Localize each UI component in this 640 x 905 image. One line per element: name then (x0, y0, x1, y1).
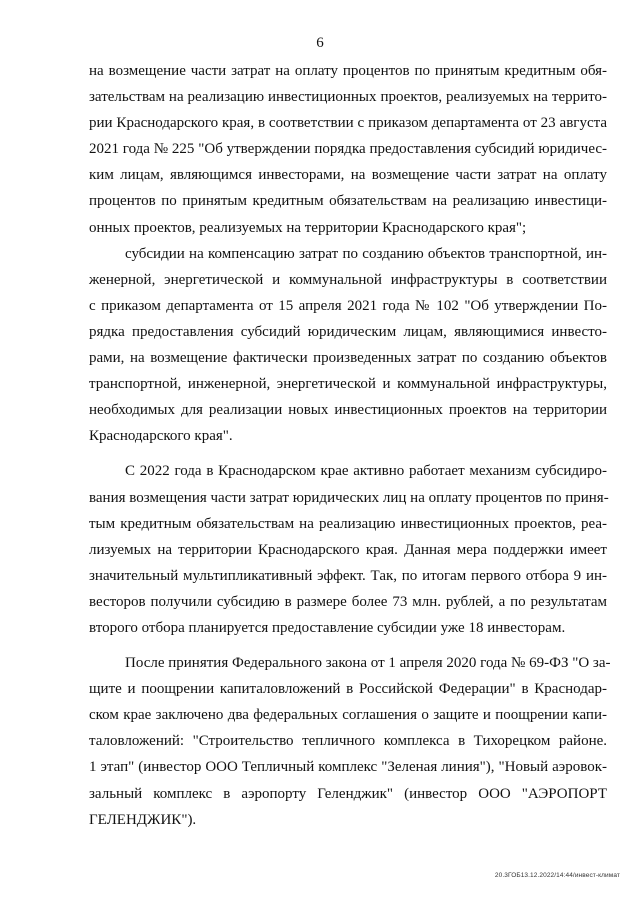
text-line: 1 этап" (инвестор ООО Тепличный комплекс "Зеленая линия"), "Новый аэровок- (89, 759, 607, 776)
text-line: на возмещение части затрат на оплату процентов по принятым кредитным обя- (89, 63, 607, 79)
text-line: С 2022 года в Краснодарском крае активно работает механизм субсидиро- (125, 463, 607, 480)
paragraph-2 (89, 241, 607, 450)
text-line: 2021 года № 225 "Об утверждении порядка предоставления субсидий юридичес- (89, 141, 607, 158)
document-footer-code: 20.3ГОБ13.12.2022/14:44/инвест-климат (494, 872, 620, 879)
text-line: женерной, энергетической и коммунальной инфраструктуры в соответствии (89, 271, 607, 288)
text-line: с приказом департамента от 15 апреля 2021 года № 102 "Об утверждении По- (89, 297, 607, 314)
text-line: лизуемых на территории Краснодарского края. Данная мера поддержки имеет (89, 541, 607, 558)
text-line: рами, на возмещение фактически произведенных затрат по созданию объектов (89, 350, 607, 367)
text-line: После принятия Федерального закона от 1 апреля 2020 года № 69-ФЗ "О за- (125, 655, 611, 672)
text-line: значительный мультипликативный эффект. Так, по итогам первого отбора 9 ин- (89, 567, 607, 584)
text-line: необходимых для реализации новых инвестиционных проектов на территории (89, 402, 607, 419)
text-line: процентов по принятым кредитным обязательствам на реализацию инвестици- (89, 193, 607, 210)
text-line: субсидии на компенсацию затрат по созданию объектов транспортной, ин- (125, 245, 607, 262)
text-line: Краснодарского края". (89, 428, 233, 445)
paragraph-3 (89, 458, 607, 641)
text-line: таловложений: "Строительство тепличного комплекса в Тихорецком районе. (89, 733, 607, 750)
text-line: второго отбора планируется предоставление субсидии уже 18 инвесторам. (89, 619, 566, 636)
paragraph-spacer (89, 449, 607, 458)
text-line: щите и поощрении капиталовложений в Российской Федерации" в Краснодар- (89, 681, 607, 698)
paragraph-1 (89, 58, 607, 241)
text-line: ском крае заключено два федеральных соглашения о защите и поощрении капи- (89, 707, 607, 724)
text-line: зальный комплекс в аэропорту Геленджик" (инвестор ООО "АЭРОПОРТ (89, 785, 607, 802)
document-body (89, 58, 611, 833)
text-line: рядка предоставления субсидий юридическим лицам, являющимися инвесто- (89, 323, 607, 340)
text-line: весторов получили субсидию в размере более 73 млн. рублей, а по результатам (89, 593, 607, 610)
paragraph-spacer (89, 641, 607, 650)
paragraph-4 (89, 650, 611, 833)
text-line: онных проектов, реализуемых на территории Краснодарского края"; (89, 219, 527, 236)
text-line: ГЕЛЕНДЖИК"). (89, 811, 197, 828)
text-line: вания возмещения части затрат юридических лиц на оплату процентов по приня- (89, 489, 609, 506)
text-line: зательствам на реализацию инвестиционных проектов, реализуемых на террито- (89, 89, 607, 106)
text-line: транспортной, инженерной, энергетической и коммунальной инфраструктуры, (89, 376, 607, 393)
text-line: ким лицам, являющимся инвесторами, на возмещение части затрат на оплату (89, 167, 607, 184)
text-line: рии Краснодарского края, в соответствии с приказом департамента от 23 августа (89, 115, 607, 132)
text-line: тым кредитным обязательствам на реализацию инвестиционных проектов, реа- (89, 515, 607, 532)
page-number: 6 (316, 35, 324, 51)
